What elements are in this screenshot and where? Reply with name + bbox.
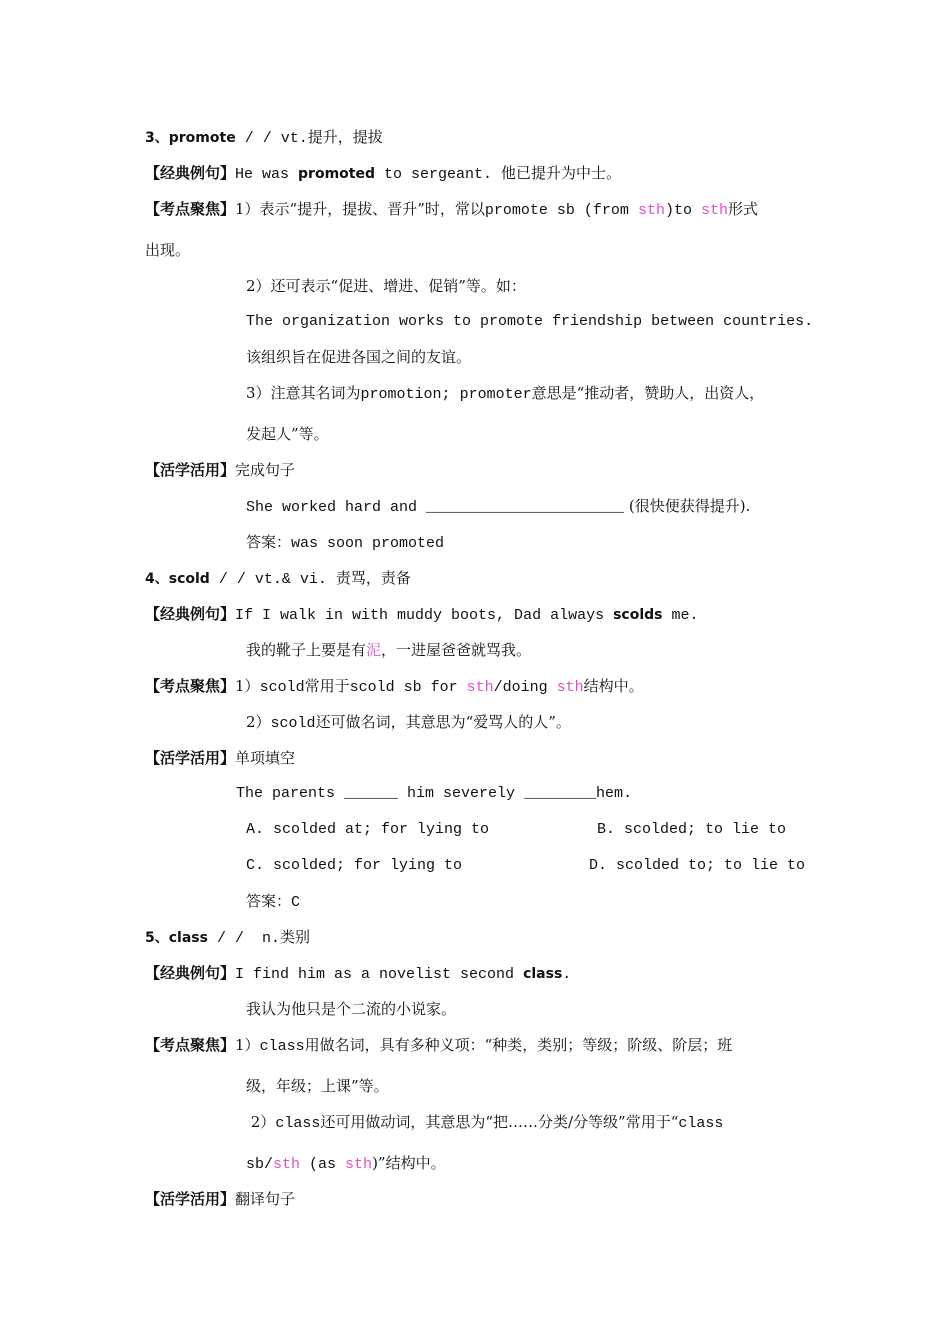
highlight-sth: sth bbox=[556, 679, 584, 696]
focus-text: 形式 bbox=[727, 200, 758, 218]
focus-text: scold sb for bbox=[349, 679, 467, 696]
entry-3-heading bbox=[145, 127, 383, 149]
option-d: D. scolded to; to lie to bbox=[589, 857, 806, 874]
focus-line-2 bbox=[246, 1112, 723, 1134]
focus-text: 还可做名词，其意思为“爱骂人的人”。 bbox=[315, 713, 571, 731]
practice-tag: 【活学活用】 bbox=[145, 1190, 236, 1208]
focus-text: /doing bbox=[493, 679, 557, 696]
example-text: He was bbox=[235, 166, 299, 183]
highlight-sth: sth bbox=[345, 1156, 373, 1173]
entry-word: class bbox=[168, 930, 208, 946]
translation-text: 我的靴子上要是有 bbox=[246, 641, 367, 659]
focus-text: )to bbox=[664, 202, 701, 219]
definition: vt.& vi. 责骂，责备 bbox=[254, 571, 411, 588]
practice-line bbox=[145, 460, 295, 480]
focus-text: (as bbox=[300, 1156, 346, 1173]
answer-line bbox=[246, 891, 300, 913]
focus-line-1-cont: 出现。 bbox=[145, 241, 191, 259]
focus-text: 1）表示“提升，提拔、晋升”时，常以 bbox=[235, 200, 485, 218]
focus-text: 意思是“推动者，赞助人，出资人， bbox=[531, 384, 765, 402]
focus-text: 3）注意其名词为 bbox=[246, 384, 361, 402]
example-keyword: promoted bbox=[298, 166, 375, 182]
focus-text: 2） bbox=[246, 713, 271, 731]
focus-text: class bbox=[259, 1038, 305, 1055]
highlight-sth: sth bbox=[273, 1156, 301, 1173]
focus-text: 1） bbox=[235, 677, 260, 695]
practice-line bbox=[145, 748, 295, 768]
focus-tag: 【考点聚焦】 bbox=[145, 677, 236, 695]
practice-type: 单项填空 bbox=[235, 749, 296, 767]
focus-text: promote sb (from bbox=[484, 202, 638, 219]
entry-5-heading bbox=[145, 927, 310, 949]
focus-text: sb/ bbox=[246, 1156, 274, 1173]
focus-text: 用做名词，具有多种义项：“种类，类别；等级；阶级、阶层；班 bbox=[304, 1036, 733, 1054]
example-tag: 【经典例句】 bbox=[145, 605, 236, 623]
example-translation: 我认为他只是个二流的小说家。 bbox=[246, 1000, 457, 1018]
example-line bbox=[145, 963, 571, 985]
example-keyword: scolds bbox=[613, 607, 663, 623]
entry-number: 4、 bbox=[145, 571, 169, 587]
definition: vt.提升，提拔 bbox=[280, 130, 383, 147]
highlight-sth: sth bbox=[637, 202, 665, 219]
example-text: . bbox=[562, 966, 572, 983]
focus-text: 常用于 bbox=[304, 677, 350, 695]
pronunciation: / / bbox=[207, 930, 253, 947]
answer-label: 答案： bbox=[246, 892, 292, 910]
focus-example-en: The organization works to promote friendship between countries. bbox=[246, 313, 814, 330]
answer-text: C bbox=[291, 894, 301, 911]
focus-line-2 bbox=[246, 712, 571, 734]
example-line bbox=[145, 604, 699, 626]
focus-line-3 bbox=[246, 383, 764, 405]
focus-line-2: 2）还可表示“促进、增进、促销”等。如： bbox=[246, 277, 526, 295]
focus-example-cn: 该组织旨在促进各国之间的友谊。 bbox=[246, 348, 472, 366]
answer-text: was soon promoted bbox=[291, 535, 445, 552]
focus-text: 结构中。 bbox=[583, 677, 644, 695]
focus-line-2-cont bbox=[246, 1153, 446, 1175]
highlight-sth: sth bbox=[700, 202, 728, 219]
practice-type: 翻译句子 bbox=[235, 1190, 296, 1208]
highlight-word: 泥 bbox=[366, 641, 382, 659]
option-b: B. scolded; to lie to bbox=[597, 821, 787, 838]
pronunciation: / / bbox=[235, 130, 281, 147]
example-text: me. bbox=[662, 607, 699, 624]
focus-line-1 bbox=[145, 676, 644, 698]
question-text: The parents ______ him severely ________hem. bbox=[236, 785, 633, 802]
example-text: to sergeant. bbox=[375, 166, 502, 183]
focus-line-1-cont: 级，年级；上课”等。 bbox=[246, 1077, 389, 1095]
practice-line bbox=[145, 1189, 295, 1209]
definition: n.类别 bbox=[252, 930, 310, 947]
option-a: A. scolded at; for lying to bbox=[246, 821, 490, 838]
entry-word: scold bbox=[168, 571, 210, 587]
practice-tag: 【活学活用】 bbox=[145, 749, 236, 767]
focus-tag: 【考点聚焦】 bbox=[145, 1036, 236, 1054]
focus-tag: 【考点聚焦】 bbox=[145, 200, 236, 218]
highlight-sth: sth bbox=[466, 679, 494, 696]
entry-number: 3、 bbox=[145, 130, 169, 146]
focus-text: class bbox=[678, 1115, 724, 1132]
sentence-text: (很快便获得提升). bbox=[624, 497, 751, 515]
practice-sentence bbox=[246, 496, 750, 518]
example-text: If I walk in with muddy boots, Dad always bbox=[235, 607, 614, 624]
practice-tag: 【活学活用】 bbox=[145, 461, 236, 479]
example-text: I find him as a novelist second bbox=[235, 966, 524, 983]
pronunciation: / / bbox=[209, 571, 255, 588]
entry-4-heading bbox=[145, 568, 411, 590]
answer-label: 答案： bbox=[246, 533, 292, 551]
focus-line-3-cont: 发起人”等。 bbox=[246, 425, 329, 443]
focus-line-1 bbox=[145, 1035, 732, 1057]
focus-text: scold bbox=[270, 715, 316, 732]
answer-line bbox=[246, 532, 444, 554]
example-translation: 他已提升为中士。 bbox=[501, 164, 622, 182]
entry-word: promote bbox=[168, 130, 236, 146]
focus-text: )”结构中。 bbox=[372, 1154, 446, 1172]
focus-text: promotion; promoter bbox=[360, 386, 532, 403]
focus-text: 2） bbox=[246, 1113, 276, 1131]
example-tag: 【经典例句】 bbox=[145, 164, 236, 182]
practice-type: 完成句子 bbox=[235, 461, 296, 479]
option-c: C. scolded; for lying to bbox=[246, 857, 463, 874]
entry-number: 5、 bbox=[145, 930, 169, 946]
example-line bbox=[145, 163, 621, 185]
focus-text: 还可用做动词，其意思为“把……分类/分等级”常用于“ bbox=[320, 1113, 679, 1131]
focus-text: 1） bbox=[235, 1036, 260, 1054]
example-tag: 【经典例句】 bbox=[145, 964, 236, 982]
translation-text: ，一进屋爸爸就骂我。 bbox=[381, 641, 532, 659]
focus-text: class bbox=[275, 1115, 321, 1132]
focus-text: scold bbox=[259, 679, 305, 696]
answer-blank: ______________________ bbox=[426, 499, 625, 516]
focus-line-1 bbox=[145, 199, 758, 221]
sentence-text: She worked hard and bbox=[246, 499, 427, 516]
example-keyword: class bbox=[523, 966, 563, 982]
example-translation bbox=[246, 640, 531, 660]
